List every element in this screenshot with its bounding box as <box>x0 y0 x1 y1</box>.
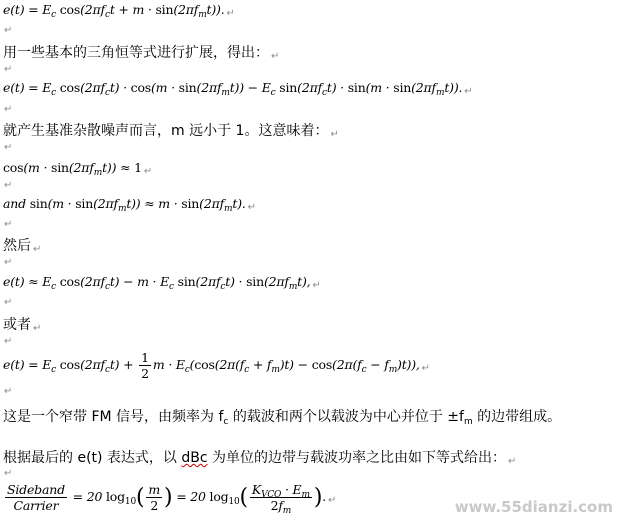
paragraph-mark-icon: ↵ <box>4 468 13 479</box>
equation-expanded: $e(t) = E_c$ $\cos(2\pi f_ct) \cdot \cos(m \cdot \sin(2\pi f_mt)) - E_c$ $\sin(2\pi f_ct) \cdot \sin(m \cdot \sin(2\pi f_mt))$. ↵ <box>3 80 473 98</box>
paragraph-mark-icon: ↵ <box>4 104 13 115</box>
paragraph-then: 然后 ↵ <box>3 238 42 255</box>
paragraph-mark-icon: ↵ <box>328 495 337 506</box>
equation-sin-approx: and $\sin(m \cdot \sin(2\pi f_mt)) \approx m \cdot \sin(2\pi f_mt)$. ↵ <box>3 196 256 214</box>
paragraph-mark-icon: ↵ <box>464 86 473 97</box>
paragraph-mark-icon: ↵ <box>4 25 13 36</box>
paragraph-mark-icon: ↵ <box>4 180 13 191</box>
paragraph-mark-icon: ↵ <box>4 297 13 308</box>
equation-cos-approx: $\cos(m \cdot \sin(2\pi f_mt)) \approx 1$ ↵ <box>3 160 153 178</box>
paragraph-mark-icon: ↵ <box>4 336 13 347</box>
paragraph-or: 或者 ↵ <box>3 317 42 334</box>
watermark-text: www.55dianzi.com <box>454 498 613 516</box>
paragraph-expand-intro: 用一些基本的三角恒等式进行扩展，得出： ↵ <box>3 45 280 62</box>
paragraph-mark-icon: ↵ <box>4 386 13 397</box>
paragraph-mark-icon: ↵ <box>4 257 13 268</box>
paragraph-mark-icon: ↵ <box>247 202 256 213</box>
paragraph-narrowband: 这是一个窄带 FM 信号，由频率为 $f_c$ 的载波和两个以载波为中心并位于 $\pm f_m$ 的边带组成。 <box>3 409 562 427</box>
paragraph-mark-icon: ↵ <box>4 219 13 230</box>
paragraph-mark-icon: ↵ <box>508 456 517 467</box>
paragraph-mark-icon: ↵ <box>143 166 153 177</box>
paragraph-mark-icon: ↵ <box>312 280 321 291</box>
equation-power-ratio: $\frac{\text{Sideband}}{\text{Carrier}}$ = 20 $\log_{10}$( $\frac{m}{2}$ ) = 20 $\log_{10}$( $\frac{K_{VCO} \cdot E_m}{2f_m}$ ). ↵ <box>7 482 337 516</box>
equation-approx-signal: $e(t) \approx E_c$ $\cos(2\pi f_ct) - m \cdot E_c$ $\sin(2\pi f_ct) \cdot \sin(2\pi f_mt)$, ↵ <box>3 274 321 292</box>
paragraph-mark-icon: ↵ <box>271 51 280 62</box>
paragraph-mark-icon: ↵ <box>4 64 13 75</box>
paragraph-mark-icon: ↵ <box>421 363 430 374</box>
paragraph-mark-icon: ↵ <box>4 142 13 153</box>
equation-sideband-form: $e(t) = E_c$ $\cos(2\pi f_ct)$ + $\frac{1}{2}$ $m \cdot E_c(\cos(2\pi(f_c + f_m)t) - \cos(2\pi(f_c - f_m)t))$, ↵ <box>3 350 430 381</box>
paragraph-mark-icon: ↵ <box>330 129 339 140</box>
paragraph-mark-icon: ↵ <box>33 244 42 255</box>
paragraph-mark-icon: ↵ <box>226 8 235 19</box>
paragraph-ratio-intro: 根据最后的 e(t) 表达式，以 dBc 为单位的边带与载波功率之比由如下等式给出： ↵ <box>3 450 517 467</box>
equation-fm-signal: $e(t) = E_c$ $\cos(2\pi f_ct + m \cdot \sin(2\pi f_mt))$. ↵ <box>3 2 235 20</box>
paragraph-noise-intro: 就产生基准杂散噪声而言，m 远小于 1。这意味着： ↵ <box>3 123 339 140</box>
paragraph-mark-icon: ↵ <box>33 323 42 334</box>
